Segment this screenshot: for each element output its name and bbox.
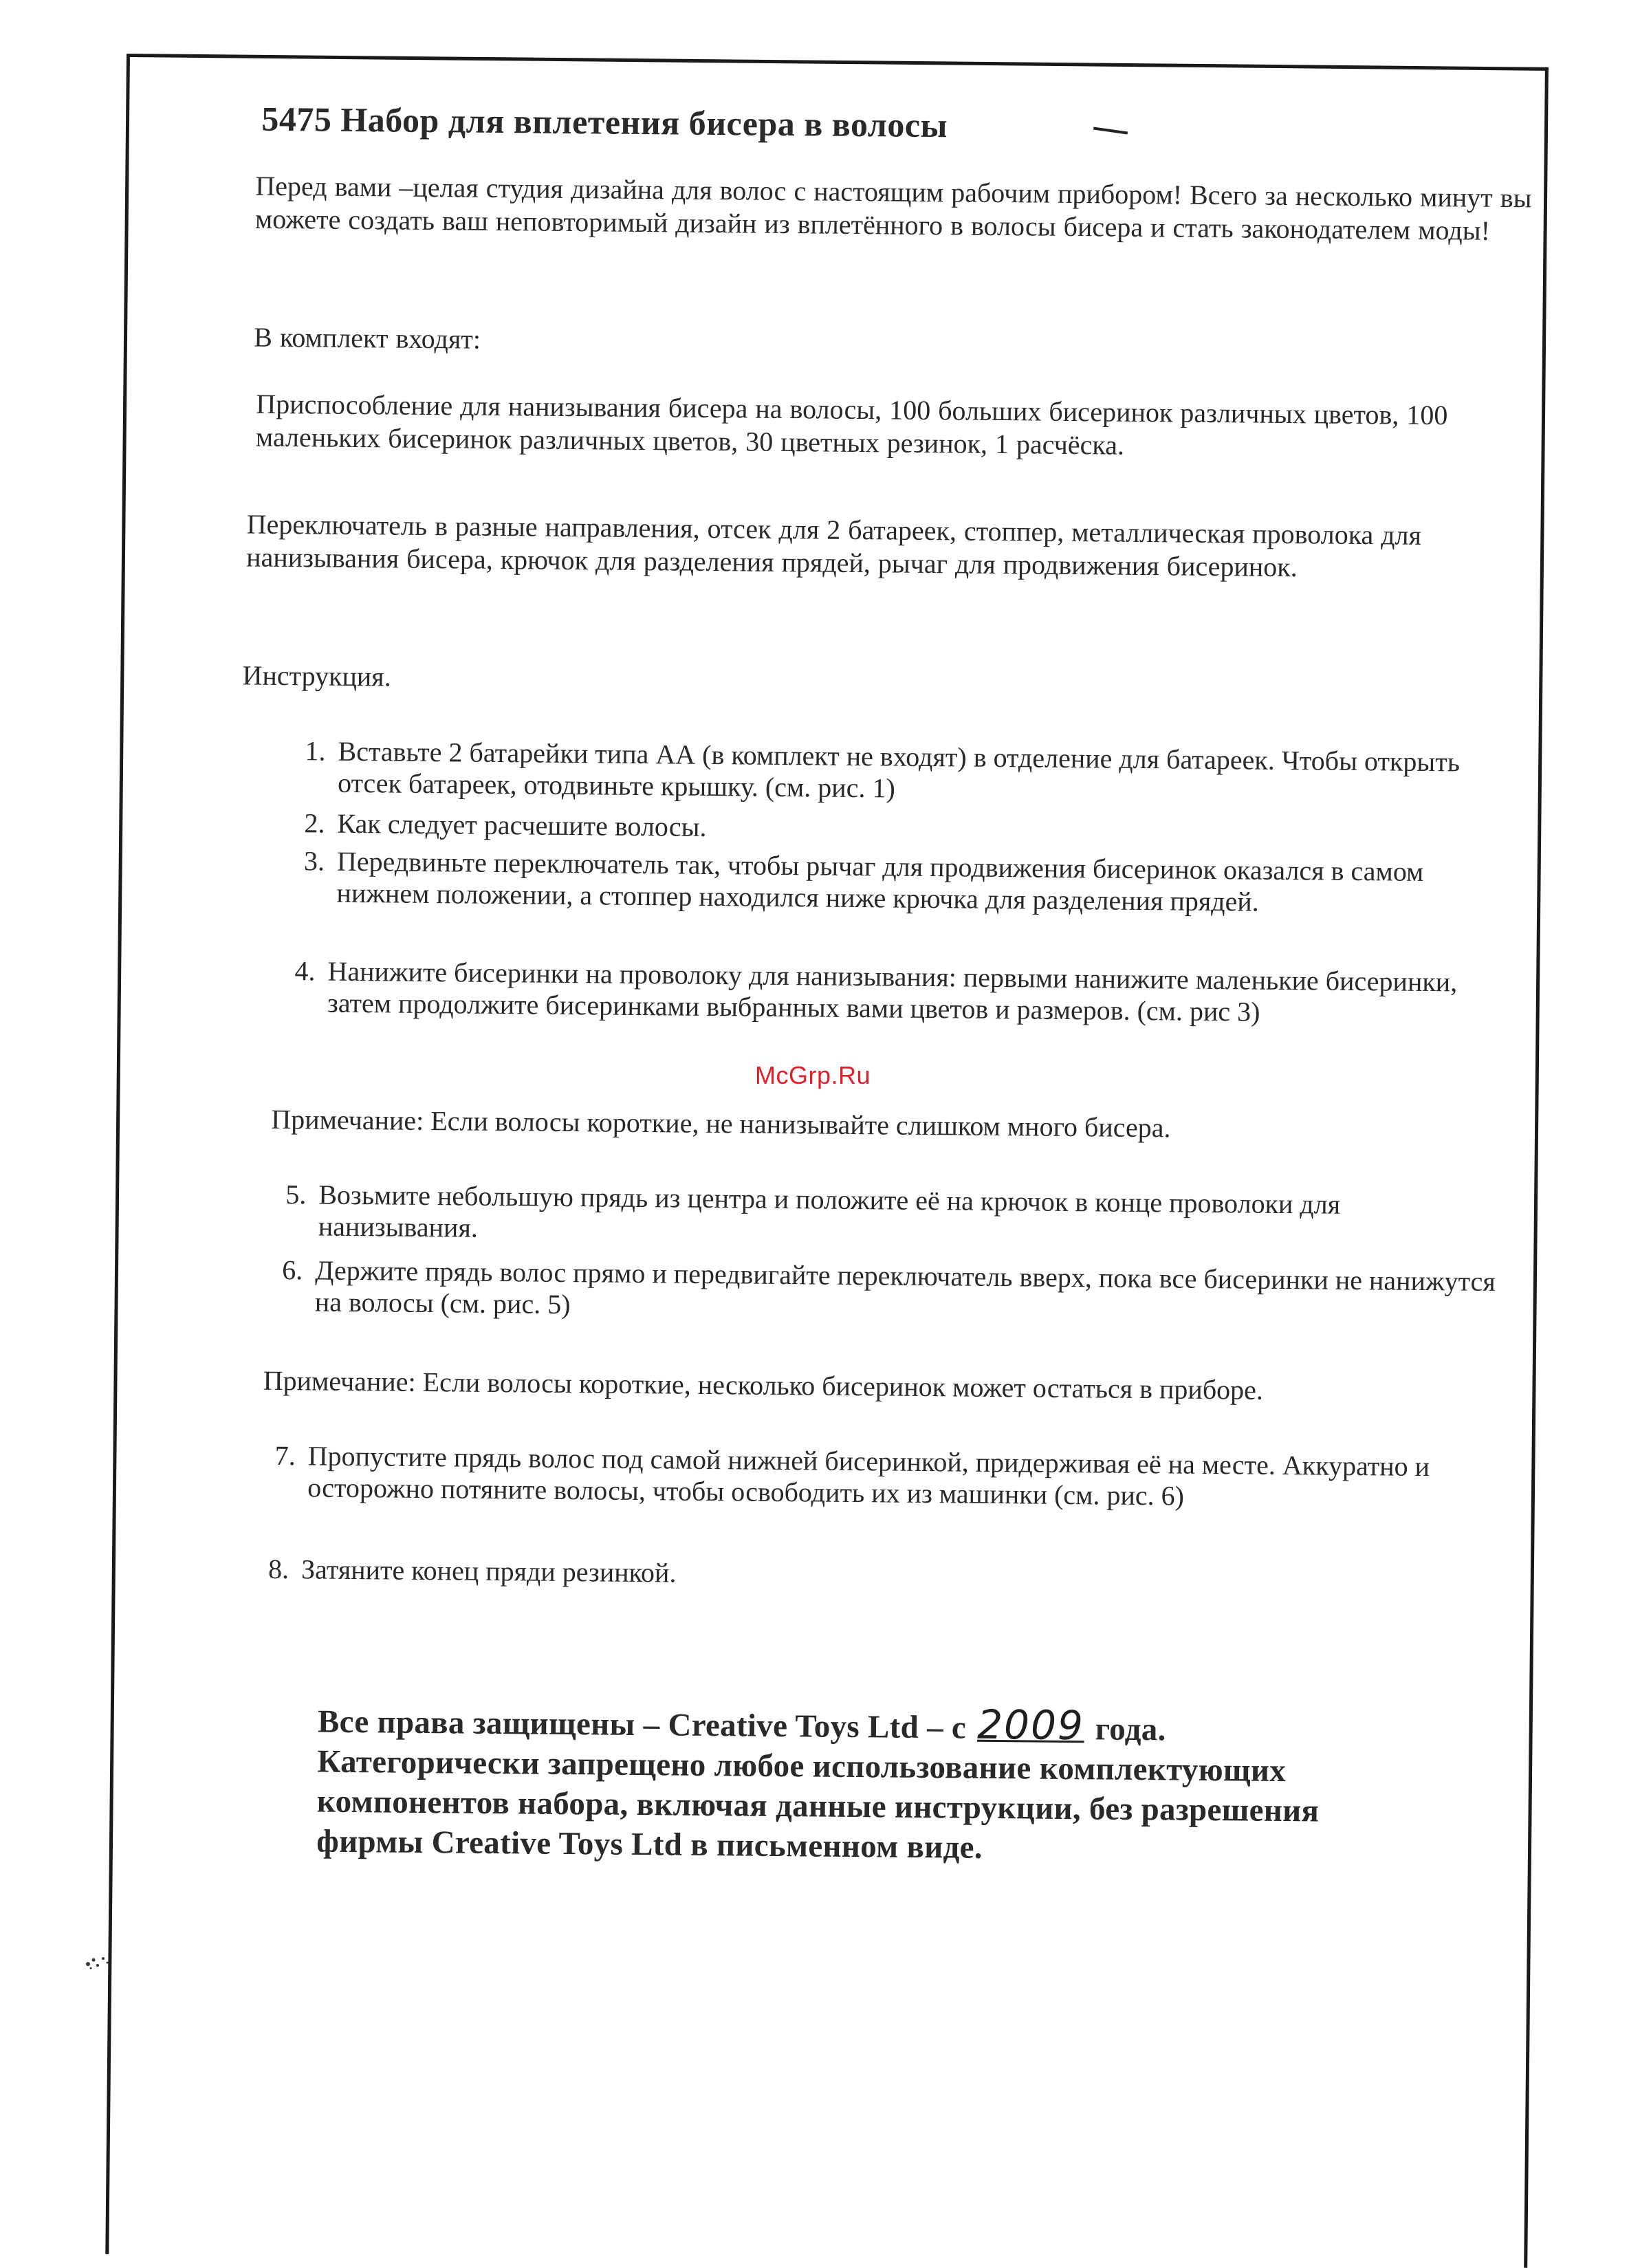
device-parts-paragraph: Переключатель в разные направления, отсек для 2 батареек, стоппер, металлическая проволока для нанизывания бисера, крючок для разделения прядей, рычаг для продвижения бисеринок. <box>246 508 1422 583</box>
list-item <box>303 845 1520 921</box>
list-item <box>285 1179 1502 1254</box>
step-number: 5. <box>285 1179 307 1210</box>
step-text: Пропустите прядь волос под самой нижней бисеринкой, придерживая её на месте. Аккуратно и осторожно потяните волосы, чтобы освободить их из машинки (см. рис. 6) <box>307 1440 1430 1512</box>
copyright-text-end: года. Категорически запрещено любое использование комплектующих компонентов набора, включая данные инструкции, без разрешения фирмы Creative Toys Ltd в письменном виде. <box>316 1711 1320 1866</box>
step-number: 2. <box>304 807 325 839</box>
step-number: 7. <box>274 1439 296 1472</box>
list-item <box>267 1553 1484 1597</box>
note-short-hair-2: Примечание: Если волосы короткие, несколько бисеринок может остаться в приборе. <box>263 1364 1264 1406</box>
scan-smudge <box>83 1952 117 1972</box>
step-text: Нанижите бисеринки на проволоку для нанизывания: первыми нанижите маленькие бисеринки, затем продолжите бисеринками выбранных вами цветов и размеров. (см. рис 3) <box>327 955 1458 1027</box>
intro-paragraph: Перед вами –целая студия дизайна для волос с настоящим рабочим прибором! Всего за несколько минут вы можете создать ваш неповторимый дизайн из вплетённого в волосы бисера и стать законодателем моды! <box>254 170 1532 246</box>
document-title: 5475 Набор для вплетения бисера в волосы <box>261 99 948 145</box>
watermark: McGrp.Ru <box>755 1061 871 1089</box>
note-short-hair-1: Примечание: Если волосы короткие, не нанизывайте слишком много бисера. <box>271 1103 1171 1144</box>
step-text: Возьмите небольшую прядь из центра и положите её на крючок в конце проволоки для нанизывания. <box>318 1179 1341 1243</box>
kit-heading: В комплект входят: <box>254 321 481 355</box>
instructions-heading: Инструкция. <box>242 659 391 693</box>
step-number: 4. <box>294 955 316 987</box>
step-number: 1. <box>305 735 326 767</box>
list-item <box>304 807 1520 851</box>
copyright-notice <box>316 1699 1390 1872</box>
copyright-text-start: Все права защищены – Creative Toys Ltd – с <box>317 1703 975 1746</box>
handwritten-year: 2009 <box>976 1701 1085 1749</box>
step-number: 8. <box>267 1553 289 1585</box>
step-number: 3. <box>303 845 325 877</box>
step-text: Держите прядь волос прямо и передвигайте переключатель вверх, пока все бисеринки не нанижутся на волосы (см. рис. 5) <box>314 1254 1496 1320</box>
list-item <box>305 735 1521 811</box>
list-item <box>274 1439 1491 1515</box>
list-item <box>294 955 1511 1031</box>
step-text: Вставьте 2 батарейки типа АА (в комплект не входят) в отделение для батареек. Чтобы открыть отсек батареек, отодвиньте крышку. (см. рис. 1) <box>337 735 1461 804</box>
kit-contents-paragraph: Приспособление для нанизывания бисера на волосы, 100 больших бисеринок различных цветов, 100 маленьких бисеринок различных цветов, 30 цветных резинок, 1 расчёска. <box>255 388 1448 461</box>
step-text: Как следует расчешите волосы. <box>337 807 707 842</box>
step-text: Передвиньте переключатель так, чтобы рычаг для продвижения бисеринок оказался в самом нижнем положении, а стоппер находился ниже крючка для разделения прядей. <box>336 845 1424 917</box>
step-text: Затяните конец пряди резинкой. <box>300 1553 677 1589</box>
step-number: 6. <box>282 1254 303 1286</box>
list-item <box>282 1254 1498 1329</box>
